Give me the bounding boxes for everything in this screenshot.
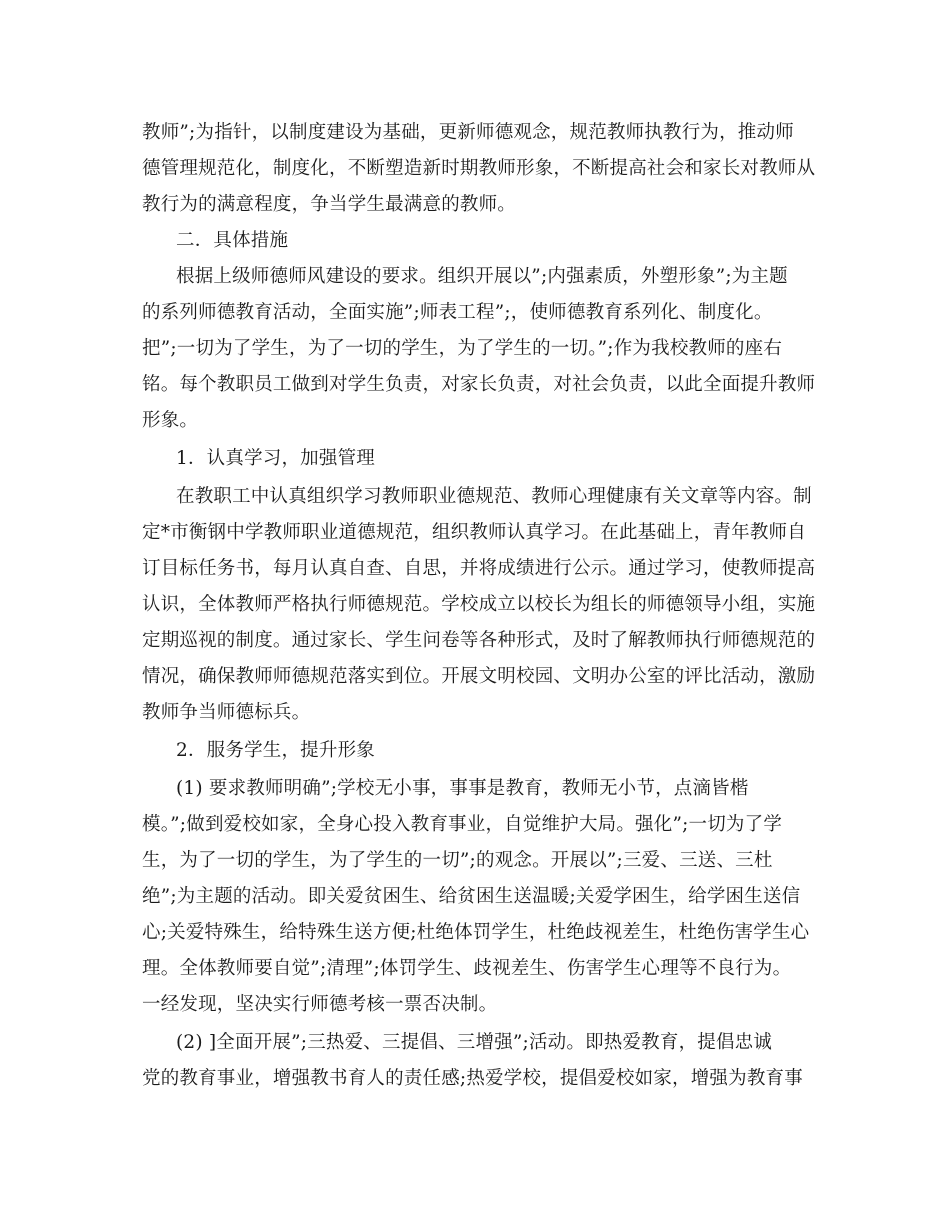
subsection-heading: 1．认真学习，加强管理 [176, 448, 375, 469]
paragraph-line: 德管理规范化，制度化，不断塑造新时期教师形象，不断提高社会和家长对教师从 [142, 158, 816, 179]
paragraph-line: 绝”;为主题的活动。即关爱贫困生、给贫困生送温暖;关爱学困生，给学困生送信 [142, 886, 801, 907]
paragraph-line: 一经发现，坚决实行师德考核一票否决制。 [142, 994, 498, 1015]
paragraph-line: 形象。 [142, 410, 199, 431]
paragraph-line: (2) ]全面开展”;三热爱、三提倡、三增强”;活动。即热爱教育，提倡忠诚 [176, 1032, 773, 1053]
paragraph-line: 心;关爱特殊生，给特殊生送方便;杜绝体罚学生，杜绝歧视差生，杜绝伤害学生心 [142, 922, 810, 943]
paragraph-line: 铭。每个教职员工做到对学生负责，对家长负责，对社会负责，以此全面提升教师 [142, 374, 816, 395]
paragraph-line: 理。全体教师要自觉”;清理”;体罚学生、歧视差生、伤害学生心理等不良行为。 [142, 958, 792, 979]
paragraph-line: 定期巡视的制度。通过家长、学生问卷等各种形式，及时了解教师执行师德规范的 [142, 630, 816, 651]
paragraph-line: 订目标任务书，每月认真自查、自思，并将成绩进行公示。通过学习，使教师提高 [142, 558, 816, 579]
paragraph-line: 教师争当师德标兵。 [142, 702, 311, 723]
paragraph-line: 认识，全体教师严格执行师德规范。学校成立以校长为组长的师德领导小组，实施 [142, 594, 816, 615]
paragraph-line: 在教职工中认真组织学习教师职业德规范、教师心理健康有关文章等内容。制 [176, 486, 812, 507]
paragraph-line: 定*市衡钢中学教师职业道德规范，组织教师认真学习。在此基础上，青年教师自 [142, 522, 806, 543]
paragraph-line: 教行为的满意程度，争当学生最满意的教师。 [142, 194, 517, 215]
subsection-heading: 2．服务学生，提升形象 [176, 740, 375, 761]
paragraph-line: 生，为了一切的学生，为了学生的一切”;的观念。开展以”;三爱、三送、三杜 [142, 850, 773, 871]
paragraph-line: 党的教育事业，增强教书育人的责任感;热爱学校，提倡爱校如家，增强为教育事 [142, 1068, 803, 1089]
paragraph-line: 情况，确保教师师德规范落实到位。开展文明校园、文明办公室的评比活动，激励 [142, 666, 816, 687]
paragraph-line: (1) 要求教师明确”;学校无小事，事事是教育，教师无小节，点滴皆楷 [176, 778, 749, 799]
paragraph-line: 把”;一切为了学生，为了一切的学生，为了学生的一切。”;作为我校教师的座右 [142, 338, 783, 359]
paragraph-line: 模。”;做到爱校如家，全身心投入教育事业，自觉维护大局。强化”;一切为了学 [142, 814, 783, 835]
paragraph-line: 的系列师德教育活动，全面实施”;师表工程”;，使师德教育系列化、制度化。 [142, 302, 773, 323]
paragraph-line: 根据上级师德师风建设的要求。组织开展以”;内强素质，外塑形象”;为主题 [176, 266, 788, 287]
paragraph-line: 教师”;为指针，以制度建设为基础，更新师德观念，规范教师执教行为，推动师 [142, 122, 794, 143]
section-heading: 二．具体措施 [176, 230, 289, 251]
